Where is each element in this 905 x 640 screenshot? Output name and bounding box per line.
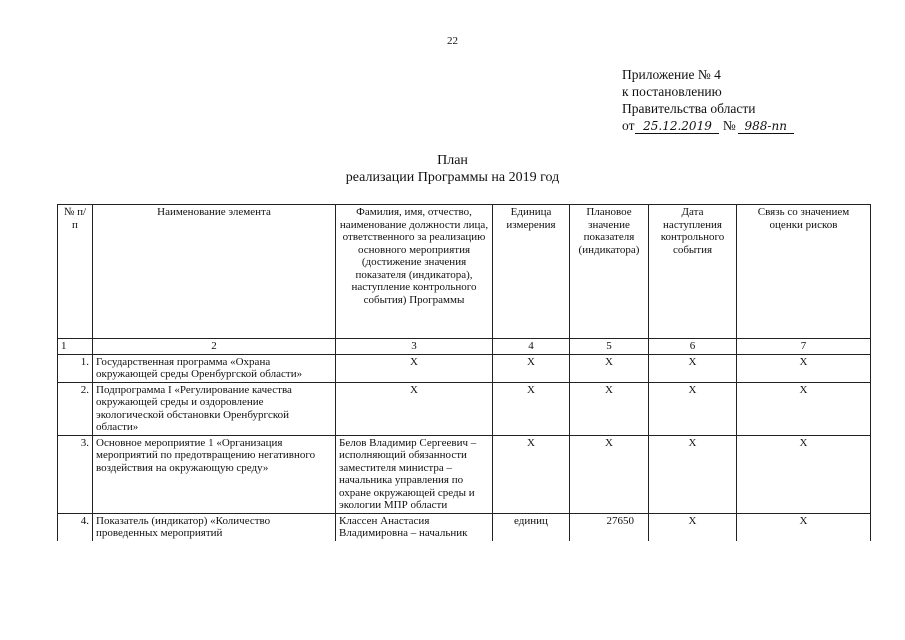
column-number: 1	[58, 339, 93, 355]
plan-title-line-1: План	[437, 153, 468, 168]
appendix-line-2: к постановлению	[622, 84, 722, 99]
row-plan-value: Х	[570, 382, 649, 435]
row-unit: Х	[493, 382, 570, 435]
header-event-date: Дата наступления контрольного события	[649, 205, 737, 339]
row-name: Основное мероприятие 1 «Организация мероприятий по предотвращению негативного воздействия на окружающую среду»	[93, 435, 336, 513]
plan-title-line-2: реализации Программы на 2019 год	[345, 170, 560, 185]
column-number: 3	[336, 339, 493, 355]
row-unit: Х	[493, 354, 570, 382]
header-plan-value: Плановое значение показателя (индикатора)	[570, 205, 649, 339]
header-risk-link: Связь со значением оценки рисков	[737, 205, 871, 339]
ot-label: от	[622, 118, 635, 133]
table-row	[58, 382, 871, 435]
page-number: 22	[447, 35, 458, 47]
header-element-name: Наименование элемента	[93, 205, 336, 339]
row-plan-value: 27650	[570, 513, 649, 541]
number-label: №	[722, 118, 736, 133]
row-responsible: Х	[336, 354, 493, 382]
plan-title	[0, 152, 905, 186]
column-number: 6	[649, 339, 737, 355]
column-number: 2	[93, 339, 336, 355]
row-name: Показатель (индикатор) «Количество проведенных мероприятий	[93, 513, 336, 541]
row-num: 2.	[58, 382, 93, 435]
column-number-row	[58, 339, 871, 355]
row-unit: Х	[493, 435, 570, 513]
table-row	[58, 513, 871, 541]
row-responsible: Х	[336, 382, 493, 435]
row-name: Подпрограмма I «Регулирование качества окружающей среды и оздоровление экологической обстановки Оренбургской области»	[93, 382, 336, 435]
table-header-row	[58, 205, 871, 339]
appendix-line-3: Правительства области	[622, 101, 756, 116]
header-responsible: Фамилия, имя, отчество, наименование должности лица, ответственного за реализацию основного мероприятия (достижение значения показателя (индикатора), наступление контрольного события) Программы	[336, 205, 493, 339]
row-event-date: Х	[649, 354, 737, 382]
row-responsible: Белов Владимир Сергеевич – исполняющий обязанности заместителя министра – начальника управления по охране окружающей среды и экологии МПР области	[336, 435, 493, 513]
row-risk-link: Х	[737, 382, 871, 435]
plan-table	[57, 204, 871, 541]
column-number: 5	[570, 339, 649, 355]
row-risk-link: Х	[737, 435, 871, 513]
row-responsible: Классен Анастасия Владимировна – начальник	[336, 513, 493, 541]
handwritten-date: 25.12.2019	[635, 120, 719, 134]
row-risk-link: Х	[737, 354, 871, 382]
row-num: 1.	[58, 354, 93, 382]
handwritten-number: 988-пп	[738, 120, 794, 134]
table-row	[58, 354, 871, 382]
row-unit: единиц	[493, 513, 570, 541]
row-event-date: Х	[649, 435, 737, 513]
appendix-line-1: Приложение № 4	[622, 67, 721, 82]
row-plan-value: Х	[570, 435, 649, 513]
column-number: 4	[493, 339, 570, 355]
row-risk-link: Х	[737, 513, 871, 541]
row-num: 3.	[58, 435, 93, 513]
appendix-block	[622, 66, 794, 134]
appendix-date-line	[622, 117, 794, 134]
row-num: 4.	[58, 513, 93, 541]
row-plan-value: Х	[570, 354, 649, 382]
header-unit: Единица измерения	[493, 205, 570, 339]
row-event-date: Х	[649, 513, 737, 541]
row-event-date: Х	[649, 382, 737, 435]
column-number: 7	[737, 339, 871, 355]
table-row	[58, 435, 871, 513]
header-num: № п/п	[58, 205, 93, 339]
row-name: Государственная программа «Охрана окружающей среды Оренбургской области»	[93, 354, 336, 382]
